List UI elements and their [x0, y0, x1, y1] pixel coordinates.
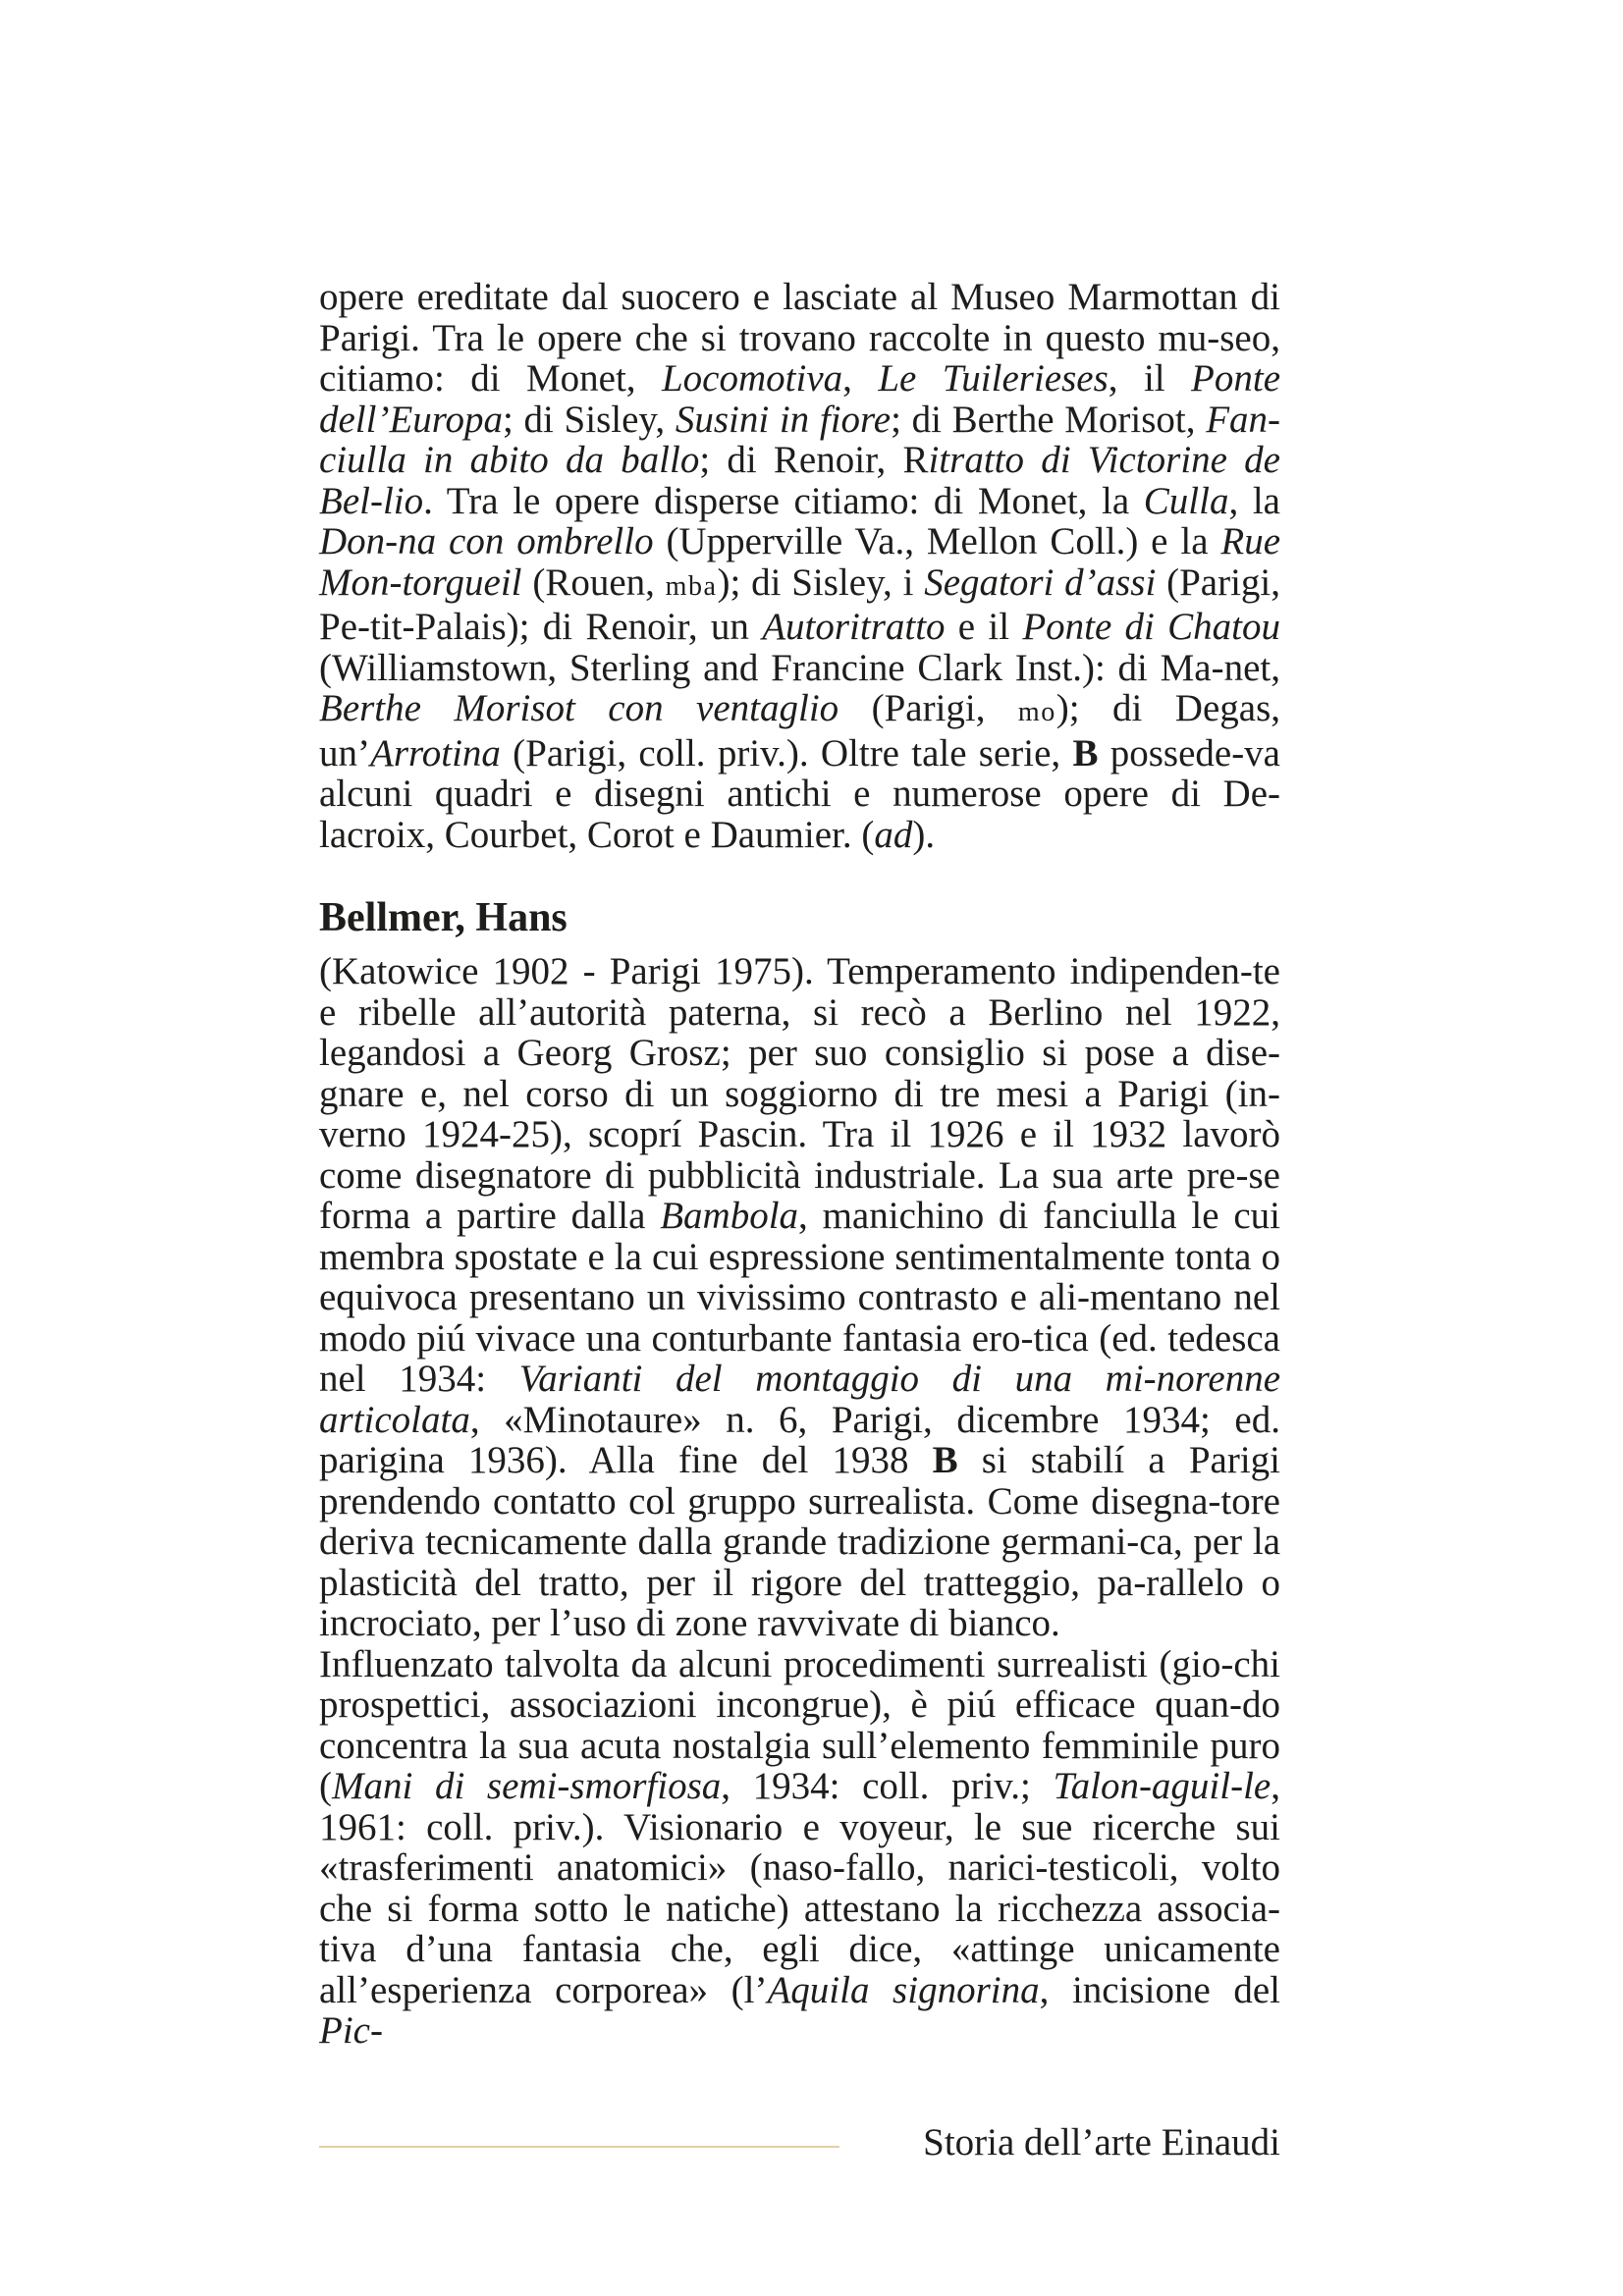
entry-heading: Bellmer, Hans — [319, 895, 568, 940]
italic-title: Ponte dell’Europa — [319, 357, 1281, 441]
italic-title: Varianti del montaggio di una mi-norenne articolata — [319, 1358, 1281, 1441]
entry-paragraph: (Katowice 1902 - Parigi 1975). Temperamento indipenden-te e ribelle all’autorità paterna, si recò a Berlino nel 1922, legandosi a Georg Grosz; per suo consiglio si pose a dise-gnare e, nel corso di un soggiorno di tre mesi a Parigi (in-verno 1924-25), scoprí Pascin. Tra il 1926 e il 1932 lavorò come disegnatore di pubblicità industriale. La sua arte pre-se forma a partire dalla Bambola, manichino di fanciulla le cui membra spostate e la cui espressione sentimentalmente tonta o equivoca presentano un vivissimo contrasto e ali-mentano nel modo piú vivace una conturbante fantasia ero-tica (ed. tedesca nel 1934: Varianti del montaggio di una mi-norenne articolata, «Minotaure» n. 6, Parigi, dicembre 1934; ed. parigina 1936). Alla fine del 1938 B si stabilí a Parigi prendendo contatto col gruppo surrealista. Come disegna-tore deriva tecnicamente dalla grande tradizione germani-ca, per la plasticità del tratto, per il rigore del tratteggio, pa-rallelo o incrociato, per l’uso di zone ravvivate di bianco. Influenzato talvolta da alcuni procedimenti surrealisti (gio-chi prospettici, associazioni incongrue), è piú efficace quan-do concentra la sua acuta nostalgia sull’elemento femminile puro (Mani di semi-smorfiosa, 1934: coll. priv.; Talon-aguil-le, 1961: coll. priv.). Visionario e voyeur, le sue ricerche sui «trasferimenti anatomici» (naso-fallo, narici-testicoli, volto che si forma sotto le natiche) attestano la ricchezza associa-tiva d’una fantasia che, egli dice, «attinge unicamente all’esperienza corporea» (l’Aquila signorina, incisione del Pic- — [319, 950, 1281, 2052]
entry-body-text — [319, 951, 1280, 2052]
italic-title: Autoritratto — [762, 606, 946, 648]
italic-title: Susini in fiore — [675, 398, 892, 441]
italic-title: Arrotina — [370, 731, 501, 774]
italic-title: Locomotiva — [661, 357, 843, 400]
bold-abbreviation: B — [932, 1439, 958, 1481]
footer-rule — [319, 2146, 839, 2148]
italic-title: Don-na con ombrello — [319, 520, 654, 562]
italic-title: ad — [874, 813, 913, 856]
italic-title: Berthe Morisot con ventaglio — [319, 687, 839, 729]
italic-title: Segatori d’assi — [924, 561, 1157, 604]
italic-title: Culla — [1143, 479, 1229, 522]
small-caps-abbreviation: mba — [665, 570, 718, 602]
italic-title: Talon-aguil-le — [1053, 1765, 1271, 1807]
italic-title: Pic- — [319, 2009, 383, 2052]
italic-title: Aquila signorina — [767, 1968, 1040, 2011]
italic-title: Bambola — [660, 1195, 799, 1237]
small-caps-abbreviation: mo — [1017, 697, 1056, 727]
italic-title: Mani di semi-smorfiosa — [332, 1765, 722, 1807]
footer-title: Storia dell’arte Einaudi — [923, 2121, 1280, 2163]
italic-title: Ponte di Chatou — [1022, 606, 1281, 648]
italic-title: Rue Mon-torgueil — [319, 520, 1281, 604]
italic-title: itratto di Victorine de Bel-lio — [319, 439, 1280, 522]
bold-abbreviation: B — [1072, 731, 1099, 774]
previous-entry-paragraph: opere ereditate dal suocero e lasciate al Museo Marmottan di Parigi. Tra le opere che si trovano raccolte in questo mu-seo, citiamo: di Monet, Locomotiva, Le Tuilerieses, il Ponte dell’Europa; di Sisley, Susini in fiore; di Berthe Morisot, Fan-ciulla in abito da ballo; di Renoir, Ritratto di Victorine de Bel-lio. Tra le opere disperse citiamo: di Monet, la Culla, la Don-na con ombrello (Upperville Va., Mellon Coll.) e la Rue Mon-torgueil (Rouen, mba); di Sisley, i Segatori d’assi (Parigi, Pe-tit-Palais); di Renoir, un Autoritratto e il Ponte di Chatou (Williamstown, Sterling and Francine Clark Inst.): di Ma-net, Berthe Morisot con ventaglio (Parigi, mo); di Degas, un’Arrotina (Parigi, coll. priv.). Oltre tale serie, B possede-va alcuni quadri e disegni antichi e numerose opere di De-lacroix, Courbet, Corot e Daumier. (ad). — [319, 276, 1281, 856]
previous-entry-text — [319, 277, 1280, 855]
italic-title: Fan-ciulla in abito da ballo — [319, 398, 1280, 481]
italic-title: Le Tuilerieses — [878, 357, 1109, 400]
